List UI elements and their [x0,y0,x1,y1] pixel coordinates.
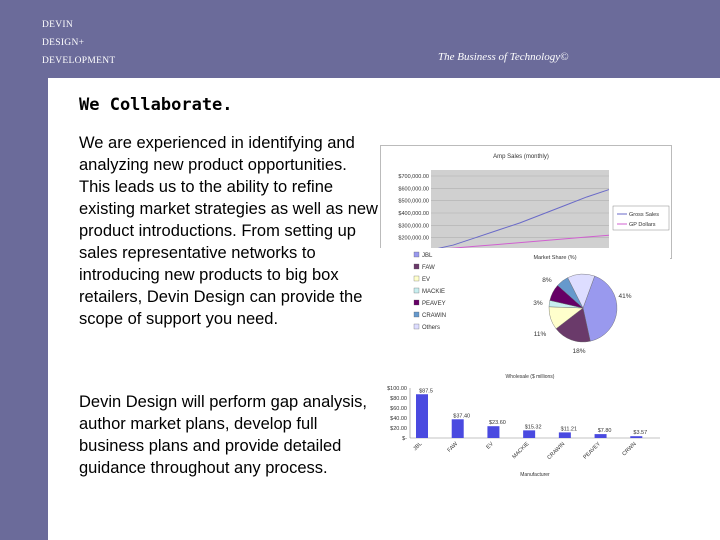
bar-category-label-4: CRAWIN [546,441,567,462]
line-ytick-label: $200,000.00 [398,235,429,242]
bar-x-axis-title: Manufacturer [520,472,550,478]
bar-ytick-label: $- [402,436,407,442]
pie-legend-swatch-5 [414,312,419,317]
pie-legend-label-3: MACKIE [422,289,446,295]
pie-legend-label-6: Others [422,325,441,331]
bar-category-label-3: MACKIE [511,441,531,461]
bar-ytick-label: $60.00 [390,406,407,412]
bar-3 [523,430,535,438]
bar-category-label-6: CRWN [621,441,638,458]
pie-legend-label-5: CRAWIN [422,313,447,319]
pie-slice-label-3: 3% [533,300,543,307]
bar-ytick-label: $80.00 [390,396,407,402]
bar-chart-title: Wholesale ($ millions) [505,374,555,380]
page-title: We Collaborate. [79,95,233,115]
line-ytick-label: $500,000.00 [398,198,429,205]
pie-slice-label-2: 11% [533,331,547,338]
bar-ytick-label: $40.00 [390,416,407,422]
pie-legend-swatch-0 [414,252,419,257]
line-chart-svg [381,146,671,258]
tagline: The Business of Technology© [438,51,569,63]
line-ytick-label: $300,000.00 [398,223,429,230]
bar-chart-svg [380,374,670,480]
brand-line-2: DESIGN+ [42,38,85,48]
line-chart-title: Amp Sales (monthly) [493,154,549,160]
bar-ytick-label: $20.00 [390,426,407,432]
pie-legend-swatch-2 [414,276,419,281]
pie-slice-label-0: 41% [618,293,632,300]
pie-chart-title: Market Share (%) [533,255,577,261]
bar-category-label-5: PEAVEY [582,441,602,461]
bar-value-label-4: $11.21 [560,426,578,433]
bar-ytick-label: $100.00 [387,386,407,392]
company-logo-text [42,16,116,70]
services-paragraph: Devin Design will perform gap analysis, author market plans, develop full business plans and provide detailed guidance throughout any process. [79,393,367,477]
pie-chart [380,248,670,373]
bar-category-label-2: EV [485,441,495,451]
line-ytick-label: $400,000.00 [398,211,429,217]
bar-value-label-6: $3.57 [633,430,648,437]
pie-legend-label-0: JBL [422,253,433,259]
bar-chart [380,374,670,480]
bar-0 [416,394,428,438]
pie-chart-svg [380,248,670,373]
bar-4 [559,432,571,438]
line-plot-area [431,170,609,250]
line-chart [380,145,672,259]
brand-line-3: DEVELOPMENT [42,56,116,66]
bar-value-label-2: $23.60 [489,420,506,427]
bar-category-label-1: FAW [446,441,460,454]
bar-value-label-5: $7.80 [597,428,612,435]
legend-label-1: GP Dollars [629,222,656,228]
pie-slice-label-1: 18% [572,348,586,355]
bar-category-label-0: JBL [412,441,424,453]
pie-legend-swatch-3 [414,288,419,293]
pie-legend-swatch-1 [414,264,419,269]
pie-slice-label-4: 8% [542,277,552,284]
bar-1 [452,419,464,438]
line-ytick-label: $600,000.00 [398,186,429,193]
pie-legend-label-1: FAW [422,265,435,271]
bar-5 [595,434,607,438]
pie-legend-label-2: EV [422,277,431,283]
intro-paragraph: We are experienced in identifying and analyzing new product opportunities. This leads us to the ability to refine existing market strategies as well as new product introductions. From setting up sales representative networks to introducing new products to big box retailers, Devin Design can provide the scope of support you need. [79,134,378,328]
bar-6 [630,436,642,438]
bar-value-label-3: $15.32 [524,424,542,431]
legend-label-0: Gross Sales [629,212,659,218]
pie-legend-swatch-6 [414,324,419,329]
bar-2 [487,426,499,438]
bar-value-label-0: $87.5 [419,388,433,395]
line-ytick-label: $700,000.00 [398,174,429,180]
bar-value-label-1: $37.40 [453,413,471,420]
brand-line-1: DEVIN [42,20,74,30]
pie-legend-label-4: PEAVEY [422,301,446,307]
pie-legend-swatch-4 [414,300,419,305]
